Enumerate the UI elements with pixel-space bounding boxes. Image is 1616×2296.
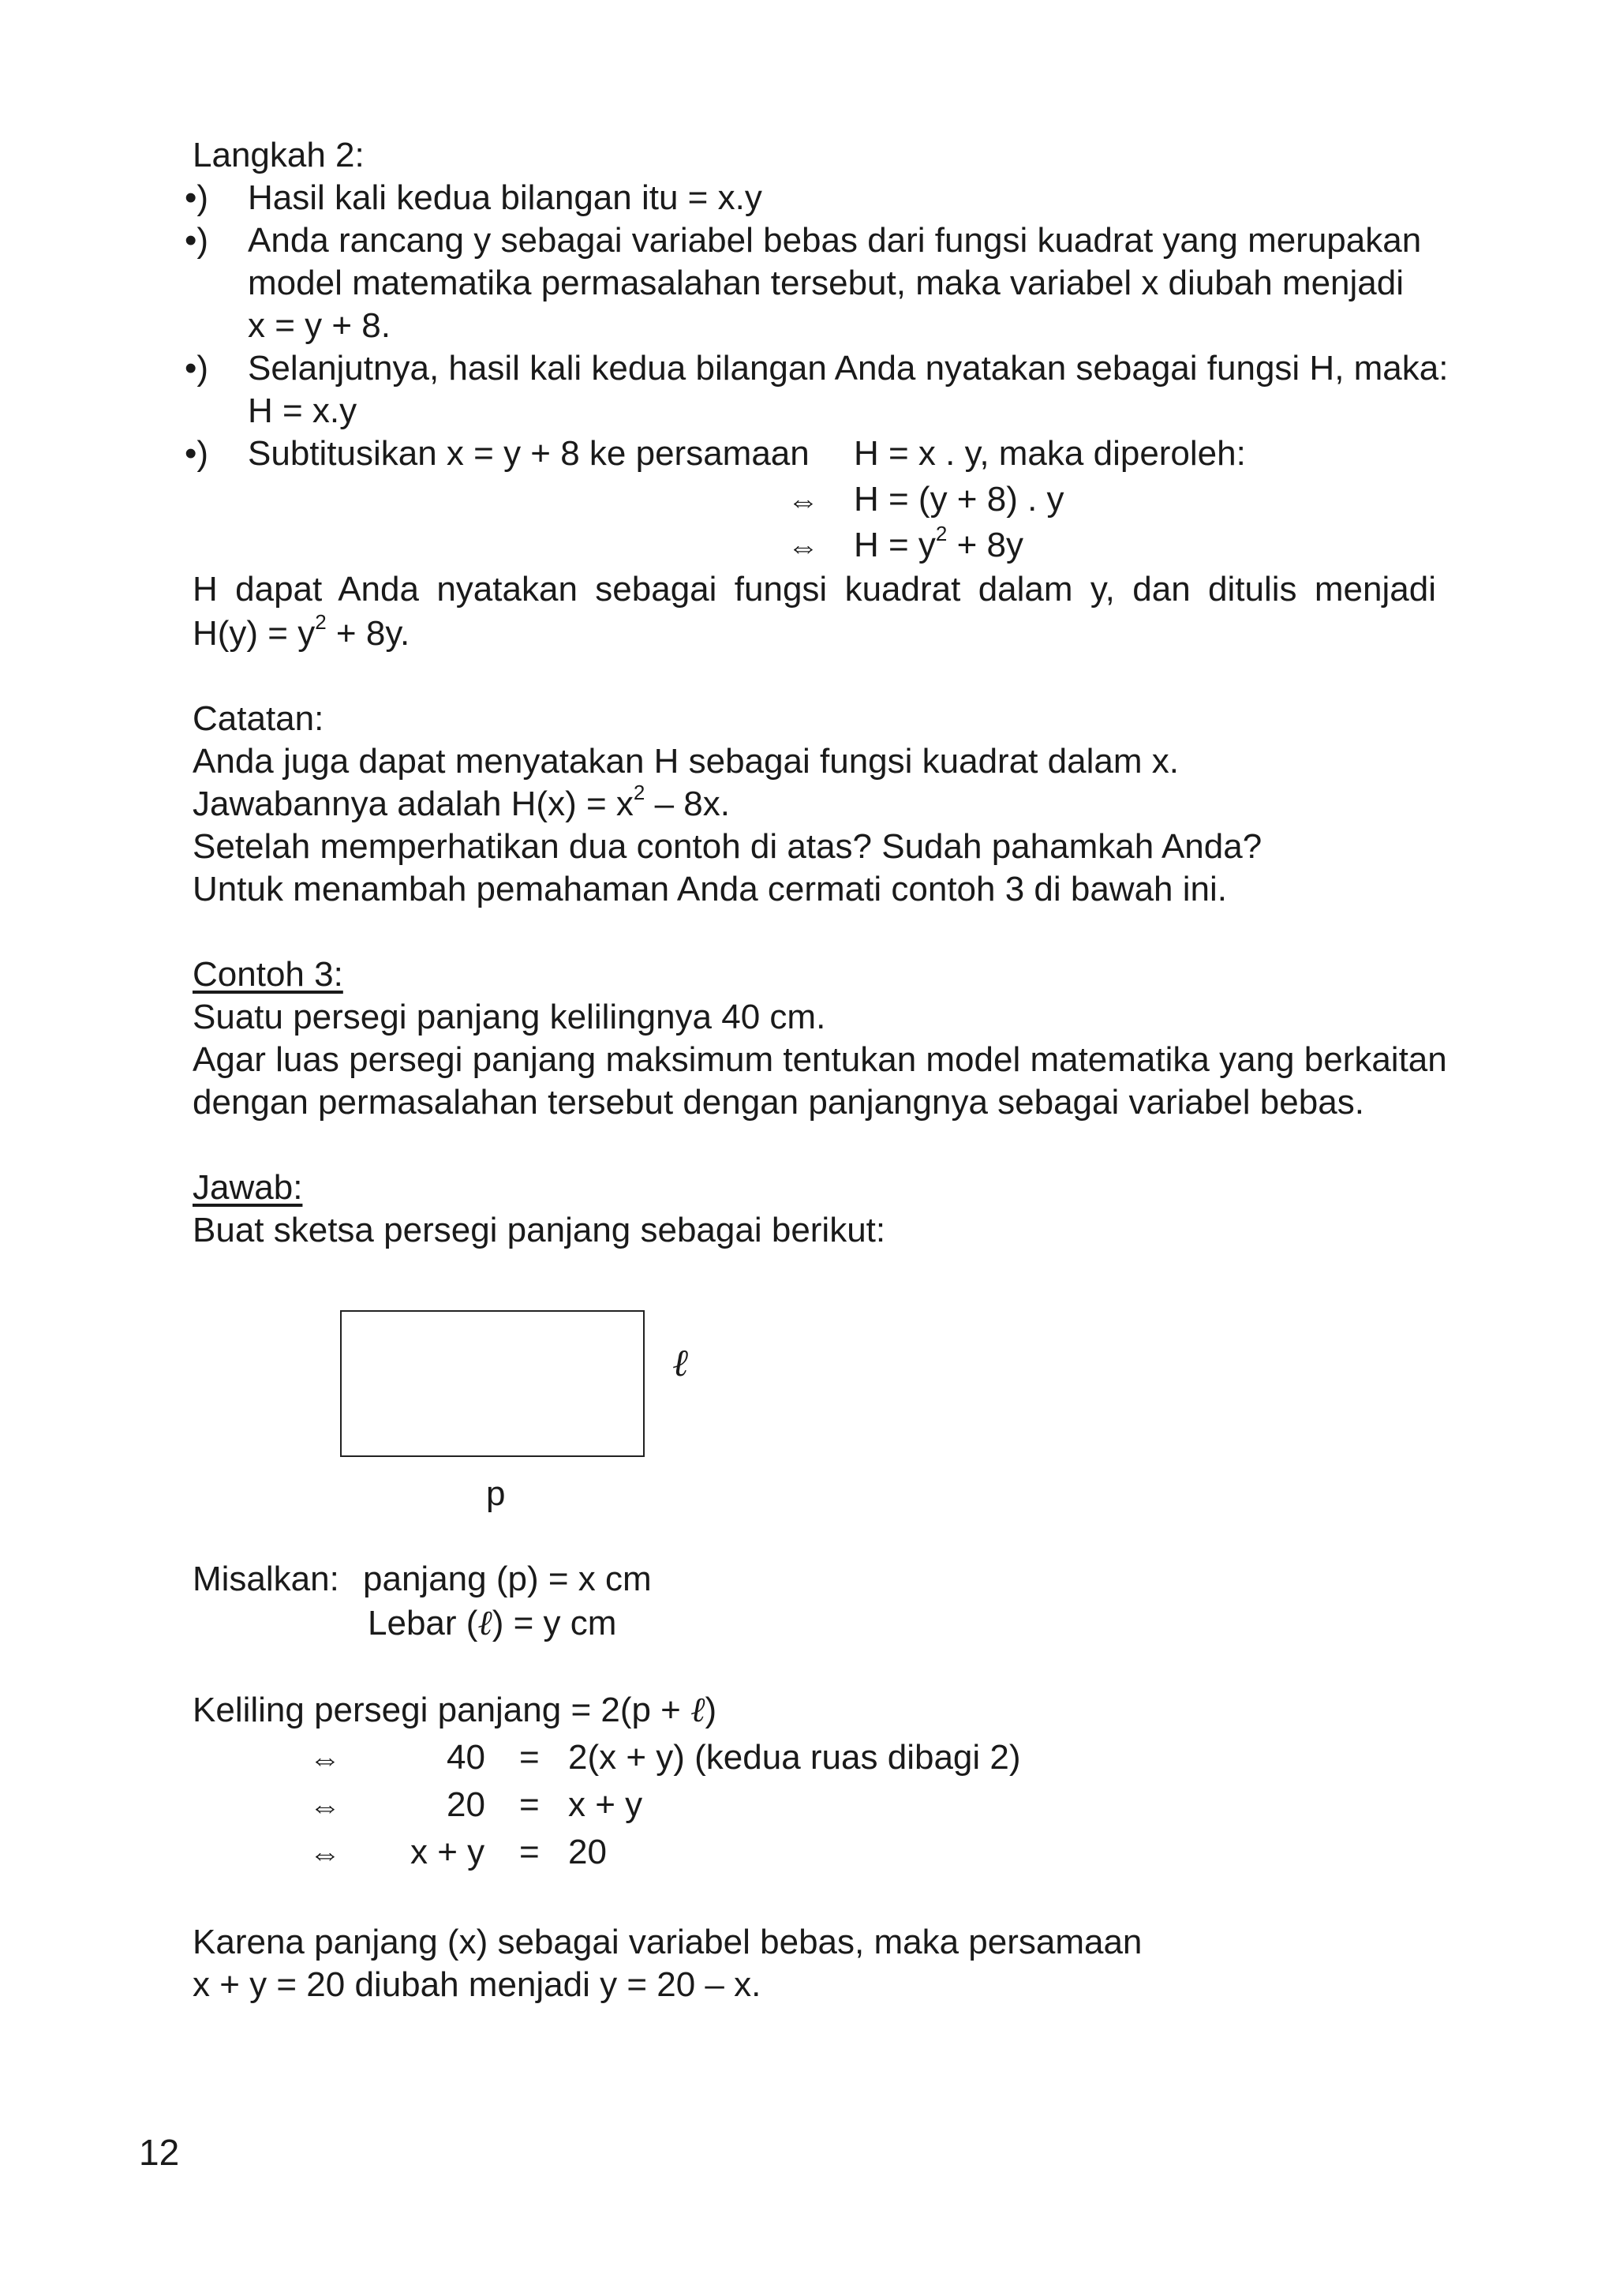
example3-heading: Contoh 3: bbox=[193, 955, 343, 994]
step2-conclusion-line-1: H dapat Anda nyatakan sebagai fungsi kuadrat dalam y, dan ditulis menjadi bbox=[193, 570, 1436, 609]
note-line-2: Jawabannya adalah $H(x) = x^2 - 8x$. bbox=[193, 781, 730, 823]
note-line-3: Setelah memperhatikan dua contoh di atas? Sudah pahamkah Anda? bbox=[193, 827, 1262, 866]
note-line-4: Untuk menambah pemahaman Anda cermati contoh 3 di bawah ini. bbox=[193, 870, 1227, 908]
step2-bullet-1: Hasil kali kedua bilangan itu = x.y bbox=[248, 178, 762, 217]
perimeter-step-1-equals: = bbox=[519, 1738, 540, 1777]
bullet-mark: •) bbox=[185, 349, 209, 388]
page-number: 12 bbox=[139, 2132, 180, 2173]
answer-line-1: Buat sketsa persegi panjang sebagai berikut: bbox=[193, 1211, 886, 1249]
final-line-2: x + y = 20 diubah menjadi y = 20 – x. bbox=[193, 1965, 761, 2004]
step2-bullet-2-line-1: Anda rancang y sebagai variabel bebas dari fungsi kuadrat yang merupakan bbox=[248, 221, 1422, 260]
perimeter-step-1-rhs: 2(x + y) (kedua ruas dibagi 2) bbox=[568, 1738, 1021, 1777]
perimeter-formula: Keliling persegi panjang = 2(p + ℓ) bbox=[193, 1690, 717, 1730]
answer-heading: Jawab: bbox=[193, 1168, 303, 1207]
bullet-mark: •) bbox=[185, 178, 209, 217]
iff-icon: ⇔ bbox=[309, 1837, 341, 1871]
iff-icon: ⇔ bbox=[787, 484, 819, 519]
step2-bullet-2-line-3: x = y + 8. bbox=[248, 306, 391, 345]
perimeter-step-1-lhs: 40 bbox=[447, 1738, 485, 1777]
example3-line-1: Suatu persegi panjang kelilingnya 40 cm. bbox=[193, 998, 826, 1036]
final-line-1: Karena panjang (x) sebagai variabel bebas, maka persamaan bbox=[193, 1923, 1143, 1961]
step2-equation-2: $H = y^2 + 8y$ bbox=[854, 522, 1024, 564]
step2-equation-1: H = (y + 8) . y bbox=[854, 480, 1064, 519]
step2-heading: Langkah 2: bbox=[193, 136, 365, 174]
rectangle-length-label: p bbox=[486, 1474, 506, 1513]
let-width: Lebar (ℓ) = y cm bbox=[368, 1603, 617, 1643]
bullet-mark: •) bbox=[185, 434, 209, 473]
note-heading: Catatan: bbox=[193, 699, 324, 738]
example3-line-2: Agar luas persegi panjang maksimum tentukan model matematika yang berkaitan bbox=[193, 1040, 1447, 1079]
iff-icon: ⇔ bbox=[309, 1742, 341, 1777]
perimeter-step-3-lhs: x + y bbox=[410, 1833, 485, 1871]
perimeter-step-2-lhs: 20 bbox=[447, 1785, 485, 1824]
step2-bullet-4-line-1: Subtitusikan x = y + 8 ke persamaan bbox=[248, 434, 810, 473]
perimeter-step-3-equals: = bbox=[519, 1833, 540, 1871]
iff-icon: ⇔ bbox=[787, 530, 819, 564]
rectangle-sketch bbox=[340, 1310, 645, 1457]
step2-bullet-3-line-2: H = x.y bbox=[248, 391, 357, 430]
rectangle-width-label: ℓ bbox=[672, 1341, 688, 1385]
step2-bullet-3-line-1: Selanjutnya, hasil kali kedua bilangan Anda nyatakan sebagai fungsi H, maka: bbox=[248, 349, 1449, 388]
perimeter-step-2-rhs: x + y bbox=[568, 1785, 643, 1824]
bullet-mark: •) bbox=[185, 221, 209, 260]
note-line-1: Anda juga dapat menyatakan H sebagai fungsi kuadrat dalam x. bbox=[193, 742, 1179, 781]
iff-icon: ⇔ bbox=[309, 1789, 341, 1824]
perimeter-step-3-rhs: 20 bbox=[568, 1833, 607, 1871]
step2-bullet-4-equation: H = x . y, maka diperoleh: bbox=[854, 434, 1246, 473]
perimeter-step-2-equals: = bbox=[519, 1785, 540, 1824]
step2-bullet-2-line-2: model matematika permasalahan tersebut, maka variabel x diubah menjadi bbox=[248, 264, 1404, 302]
let-label: Misalkan: bbox=[193, 1560, 339, 1598]
let-length: panjang (p) = x cm bbox=[363, 1560, 652, 1598]
step2-conclusion-line-2: $H(y) = y^2 + 8y$. bbox=[193, 610, 410, 653]
example3-line-3: dengan permasalahan tersebut dengan panjangnya sebagai variabel bebas. bbox=[193, 1083, 1364, 1122]
